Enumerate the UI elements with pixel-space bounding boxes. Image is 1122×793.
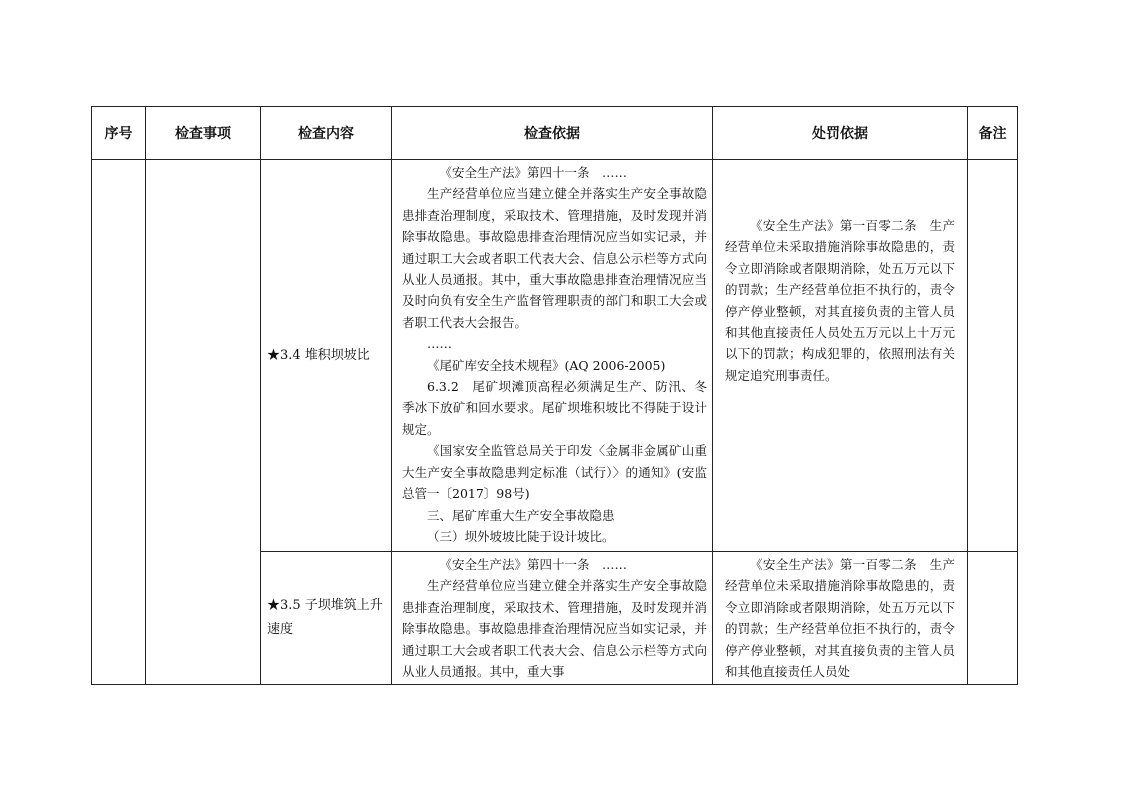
basis-paragraph: 《安全生产法》第四十一条 …… bbox=[439, 165, 628, 180]
basis-paragraph: 《尾矿库安全技术规程》(AQ 2006-2005) bbox=[427, 357, 666, 373]
cell-no bbox=[92, 160, 146, 685]
table-row bbox=[92, 160, 1018, 552]
cell-remark bbox=[968, 160, 1018, 552]
cell-basis bbox=[392, 160, 713, 552]
penalty-text: 《安全生产法》第一百零二条 生产经营单位未采取措施消除事故隐患的，责令立即消除或者限期消除，处五万元以下的罚款；生产经营单位拒不执行的，责令停产停业整顿，对其直接负责的主管人员和其他直接责任人员处五万元以上十万元以下的罚款；构成犯罪的，依照刑法有关规定追究刑事责任。 bbox=[725, 217, 955, 383]
cell-content bbox=[261, 160, 392, 552]
cell-item bbox=[146, 160, 261, 685]
header-penalty: 处罚依据 bbox=[713, 107, 968, 160]
basis-paragraph: 生产经营单位应当建立健全并落实生产安全事故隐患排查治理制度，采取技术、管理措施，及时发现并消除事故隐患。事故隐患排查治理情况应当如实记录，并通过职工大会或者职工代表大会、信息公示栏等方式向从业人员通报。其中，重大事 bbox=[402, 578, 707, 680]
cell-content bbox=[261, 552, 392, 685]
basis-paragraph: 《安全生产法》第四十一条 …… bbox=[439, 557, 628, 572]
basis-paragraph: 生产经营单位应当建立健全并落实生产安全事故隐患排查治理制度，采取技术、管理措施，及时发现并消除事故隐患。事故隐患排查治理情况应当如实记录，并通过职工大会或者职工代表大会、信息公示栏等方式向从业人员通报。其中，重大事故隐患排查治理情况应当及时向负有安全生产监督管理职责的部门和职工大会或者职工代表大会报告。 bbox=[402, 186, 707, 330]
header-item: 检查事项 bbox=[146, 107, 261, 160]
header-remark: 备注 bbox=[968, 107, 1018, 160]
header-content: 检查内容 bbox=[261, 107, 392, 160]
cell-penalty bbox=[713, 552, 968, 685]
basis-paragraph: 《国家安全监管总局关于印发〈金属非金属矿山重大生产安全事故隐患判定标准（试行）〉的通知》(安监总管一〔2017〕98号) bbox=[402, 443, 707, 502]
content-text: ★3.5 子坝堆筑上升速度 bbox=[267, 598, 383, 637]
basis-paragraph: …… bbox=[427, 336, 452, 352]
cell-basis bbox=[392, 552, 713, 685]
content-text: ★3.4 堆积坝坡比 bbox=[267, 347, 370, 363]
cell-remark bbox=[968, 552, 1018, 685]
basis-paragraph: 6.3.2 尾矿坝滩顶高程必须满足生产、防汛、冬季冰下放矿和回水要求。尾矿坝堆积坡比不得陡于设计规定。 bbox=[402, 379, 707, 437]
inspection-table bbox=[91, 106, 1018, 685]
basis-paragraph: （三）坝外坡坡比陡于设计坡比。 bbox=[427, 528, 615, 544]
penalty-text: 《安全生产法》第一百零二条 生产经营单位未采取措施消除事故隐患的，责令立即消除或者限期消除，处五万元以下的罚款；生产经营单位拒不执行的，责令停产停业整顿，对其直接负责的主管人员和其他直接责任人员处 bbox=[725, 557, 955, 680]
header-basis: 检查依据 bbox=[392, 107, 713, 160]
cell-penalty bbox=[713, 160, 968, 552]
table-header-row bbox=[92, 107, 1018, 160]
basis-paragraph: 三、尾矿库重大生产安全事故隐患 bbox=[427, 507, 615, 523]
header-no: 序号 bbox=[92, 107, 146, 160]
